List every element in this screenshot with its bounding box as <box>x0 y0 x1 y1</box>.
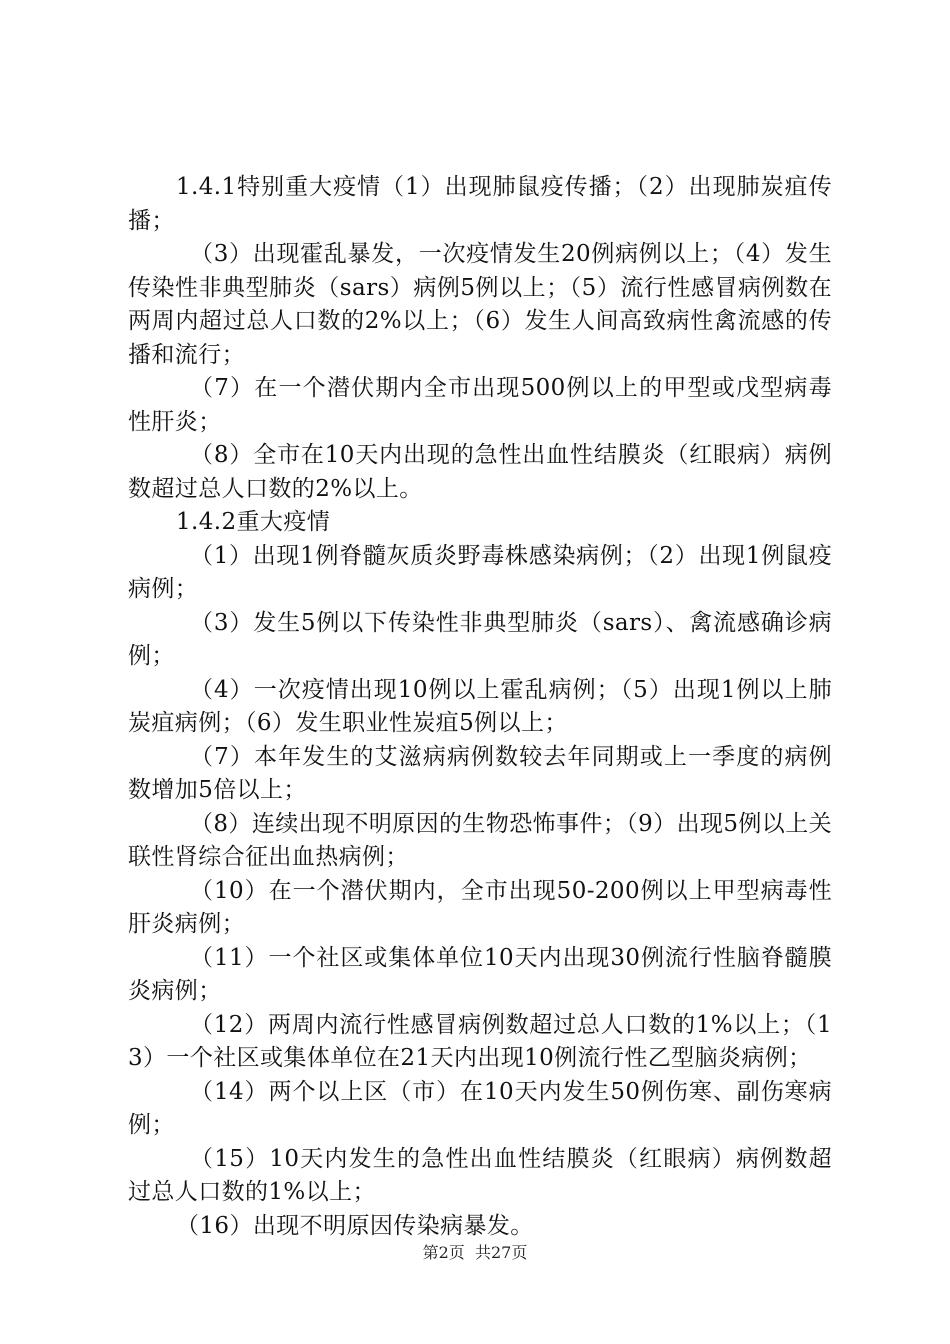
paragraph: （3）发生5例以下传染性非典型肺炎（sars）、禽流感确诊病例； <box>128 609 832 669</box>
paragraph: （4）一次疫情出现10例以上霍乱病例；（5）出现1例以上肺炭疽病例；（6）发生职业性炭疽5例以上； <box>128 676 832 736</box>
page-total: 共27页 <box>474 1243 528 1262</box>
paragraph: （16）出现不明原因传染病暴发。 <box>176 1212 534 1239</box>
paragraph: （8）连续出现不明原因的生物恐怖事件；（9）出现5例以上关联性肾综合征出血热病例； <box>128 810 832 870</box>
paragraph: （7）本年发生的艾滋病病例数较去年同期或上一季度的病例数增加5倍以上； <box>128 743 832 803</box>
paragraph: （8）全市在10天内出现的急性出血性结膜炎（红眼病）病例数超过总人口数的2%以上。 <box>128 442 832 502</box>
body-text <box>128 171 832 1243</box>
section-1-4-1-paragraph: 1.4.1特别重大疫情（1）出现肺鼠疫传播；（2）出现肺炭疽传播； <box>128 174 832 234</box>
paragraph: （1）出现1例脊髓灰质炎野毒株感染病例；（2）出现1例鼠疫病例； <box>128 542 832 602</box>
paragraph: （12）两周内流行性感冒病例数超过总人口数的1%以上；（13）一个社区或集体单位在21天内出现10例流行性乙型脑炎病例； <box>128 1011 832 1071</box>
paragraph: （3）出现霍乱暴发，一次疫情发生20例病例以上；（4）发生传染性非典型肺炎（sars）病例5例以上；（5）流行性感冒病例数在两周内超过总人口数的2%以上；（6）发生人间高致病性禽流感的传播和流行； <box>128 241 832 368</box>
page-number: 第2页 <box>422 1243 465 1262</box>
page-footer <box>0 1243 950 1263</box>
paragraph: （7）在一个潜伏期内全市出现500例以上的甲型或戊型病毒性肝炎； <box>128 375 832 435</box>
section-1-4-2-heading: 1.4.2重大疫情 <box>176 509 331 535</box>
paragraph: （11）一个社区或集体单位10天内出现30例流行性脑脊髓膜炎病例； <box>128 944 832 1004</box>
paragraph: （14）两个以上区（市）在10天内发生50例伤寒、副伤寒病例； <box>128 1078 832 1138</box>
paragraph: （15）10天内发生的急性出血性结膜炎（红眼病）病例数超过总人口数的1%以上； <box>128 1145 832 1205</box>
paragraph: （10）在一个潜伏期内，全市出现50-200例以上甲型病毒性肝炎病例； <box>128 877 832 937</box>
